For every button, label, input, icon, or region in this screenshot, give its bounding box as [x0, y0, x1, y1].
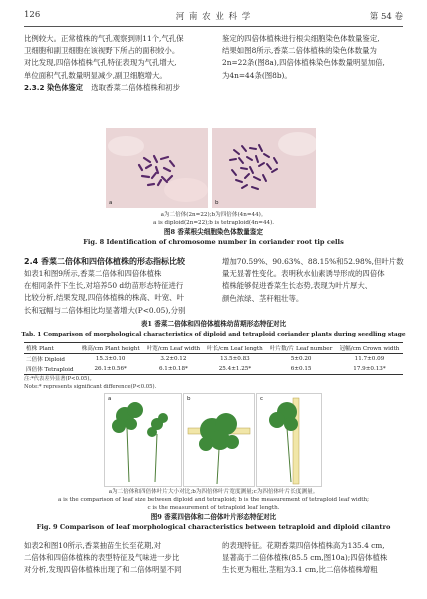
volume-number: 第 54 卷: [369, 12, 403, 22]
table-row: [24, 364, 403, 375]
fig9-title-cn: 图9 香菜四倍体和二倍体叶片形态特征对比: [150, 513, 277, 521]
table1-title-en: Tab. 1 Comparison of morphological characteristics of diploid and tetraploid coriander plants during seedling stage: [21, 331, 406, 338]
chromosome-spread-image: [212, 128, 316, 208]
text-line: 为4n=44条(图8b)。: [222, 70, 292, 80]
column-header: 叶长/cm Leaf length: [204, 343, 267, 354]
morphology-table: [24, 342, 403, 375]
left-mid-paragraph: [24, 268, 210, 317]
right-mid-paragraph: [222, 256, 404, 305]
column-header: 冠幅/cm Crown width: [336, 343, 403, 354]
text-line: 生长更为粗壮,茎粗为3.1 cm,比二倍体植株增粗: [222, 565, 378, 575]
fig9-caption-cn: a为二倍体和四倍体叶片大小对比;b为四倍体叶片宽度测量;c为四倍体叶片长度测量。: [108, 489, 319, 495]
text-line: 量无显著性变化。表明秋水仙素诱导形成的四倍体: [222, 269, 385, 279]
text-line: 结果如图8所示,香菜二倍体植株的染色体数量为: [222, 46, 377, 56]
header-rule: [24, 26, 403, 27]
section-232-line: [24, 82, 210, 94]
running-header: [24, 10, 403, 24]
table-cell: 17.9±0.13*: [336, 364, 403, 375]
leaf-length-measure-image: [257, 394, 321, 486]
left-bottom-paragraph: [24, 540, 210, 577]
text-line: 卫细胞和副卫细胞在该视野下所占的面积较小。: [24, 46, 180, 56]
table1-note-cn: 注:*代表差异显著(P<0.05)。: [24, 376, 95, 382]
text-line: 单位面积气孔数量明显减少,副卫细胞增大。: [24, 70, 167, 80]
table-cell: 6±0.15: [266, 364, 336, 375]
text-line: 的表现特征。花期香菜四倍体植株高为135.4 cm,: [222, 541, 385, 550]
leaf-comparison-image: [105, 394, 181, 486]
page-number: 126: [24, 10, 41, 20]
table-cell: 25.4±1.25*: [204, 364, 267, 375]
table-cell: 四倍体 Tetraploid: [24, 364, 78, 375]
table-cell: 5±0.20: [290, 356, 312, 362]
text-line: 鉴定的四倍体植株进行根尖细胞染色体数量鉴定,: [222, 34, 380, 43]
panel-label-c: c: [260, 396, 264, 402]
leaf-width-measure-image: [184, 394, 254, 486]
column-header: 株高/cm Plant height: [78, 343, 143, 354]
fig9-caption-en-2: c is the measurement of tetraploid leaf length.: [147, 505, 280, 511]
table1-title-cn: 表1 香菜二倍体和四倍体植株幼苗期形态特征对比: [140, 320, 287, 328]
table-cell: 13.5±0.83: [220, 356, 250, 362]
text-line: 长和冠幅与二倍体相比均显著增大(P<0.05),分别: [24, 305, 186, 315]
fig9-title-en: Fig. 9 Comparison of leaf morphological characteristics between tetraploid and diploid cilantro: [36, 523, 391, 531]
table-cell: 11.7±0.09: [354, 356, 385, 362]
table-cell: 3.2±0.12: [160, 356, 187, 362]
text-line: 植株能够促进香菜生长态势,表现为叶片厚大、: [222, 281, 373, 291]
journal-name: 河 南 农 业 科 学: [175, 12, 252, 22]
text-line: 比例较大。正常植株的气孔观察到则11个,气孔保: [24, 34, 184, 43]
chromosome-spread-image: [106, 128, 208, 208]
table-cell: 二倍体 Diploid: [26, 357, 65, 363]
section-24-heading: 2.4 香菜二倍体和四倍体植株的形态指标比较: [24, 257, 185, 266]
column-header: 叶片数/片 Leaf number: [266, 343, 336, 354]
table-cell: 15.3±0.10: [95, 356, 126, 362]
text-line: 2n=22条(图8a),四倍体植株染色体数量明显加倍,: [222, 58, 385, 68]
fig9-caption-en-1: a is the comparison of leaf size between diploid and tetraploid; b is the measurement of tetraploid leaf width;: [57, 497, 370, 503]
table-row: [24, 354, 403, 365]
leaf-photo-a: [104, 393, 182, 487]
text-line: 颜色浓绿、茎秆粗壮等。: [222, 293, 304, 303]
panel-label-a: a: [109, 200, 113, 206]
leaf-photo-c: [256, 393, 322, 487]
text-run: 选取香菜二倍体植株和初步: [91, 82, 180, 92]
text-line: 显著高于二倍体植株(85.5 cm,图10a);四倍体植株: [222, 553, 388, 563]
leaf-photo-b: [183, 393, 255, 487]
left-top-paragraph: [24, 33, 210, 94]
panel-label-a: a: [108, 396, 112, 402]
panel-label-b: b: [187, 396, 191, 402]
micrograph-tetraploid: [212, 128, 316, 208]
fig8-title-en: Fig. 8 Identification of chromosome number in coriander root tip cells: [83, 238, 344, 246]
right-top-paragraph: [222, 33, 404, 82]
table1-note-en: Note:* represents significant difference(P<0.05).: [24, 384, 157, 390]
text-line: 二倍体和四倍体植株的表型特征及气味进一步比: [24, 553, 180, 563]
panel-label-b: b: [215, 200, 219, 206]
column-header: 植株 Plant: [24, 343, 78, 354]
text-line: 增加70.59%、90.63%、88.15%和52.98%,但叶片数: [222, 257, 404, 266]
text-line: 对比发现,四倍体植株气孔特征表现为气孔增大,: [24, 58, 177, 68]
table-cell: 26.1±0.56*: [78, 364, 143, 375]
section-title: 2.3.2 染色体鉴定: [24, 82, 83, 92]
text-line: 如表2和图10所示,香菜抽苗生长至花期,对: [24, 541, 162, 550]
text-line: 对分析,发现四倍体植株出现了和二倍体明显不同: [24, 565, 182, 575]
micrograph-diploid: [106, 128, 208, 208]
fig8-caption-en: a is diploid(2n=22);b is tetraploid(4n=44).: [152, 220, 275, 226]
text-line: 比较分析,结果发现,四倍体植株的株高、叶宽、叶: [24, 293, 184, 303]
right-bottom-paragraph: [222, 540, 404, 577]
table-header-row: [24, 343, 403, 354]
text-line: 在相同条件下生长,对培养50 d幼苗形态特征进行: [24, 281, 184, 291]
table-cell: 6.1±0.18*: [143, 364, 203, 375]
column-header: 叶宽/cm Leaf width: [143, 343, 203, 354]
fig8-title-cn: 图8 香菜根尖细胞染色体数量鉴定: [163, 228, 264, 236]
text-line: 如表1和图9所示,香菜二倍体和四倍体植株: [24, 269, 162, 278]
fig8-caption-cn: a为二倍体(2n=22);b为四倍体(4n=44)。: [160, 212, 267, 218]
